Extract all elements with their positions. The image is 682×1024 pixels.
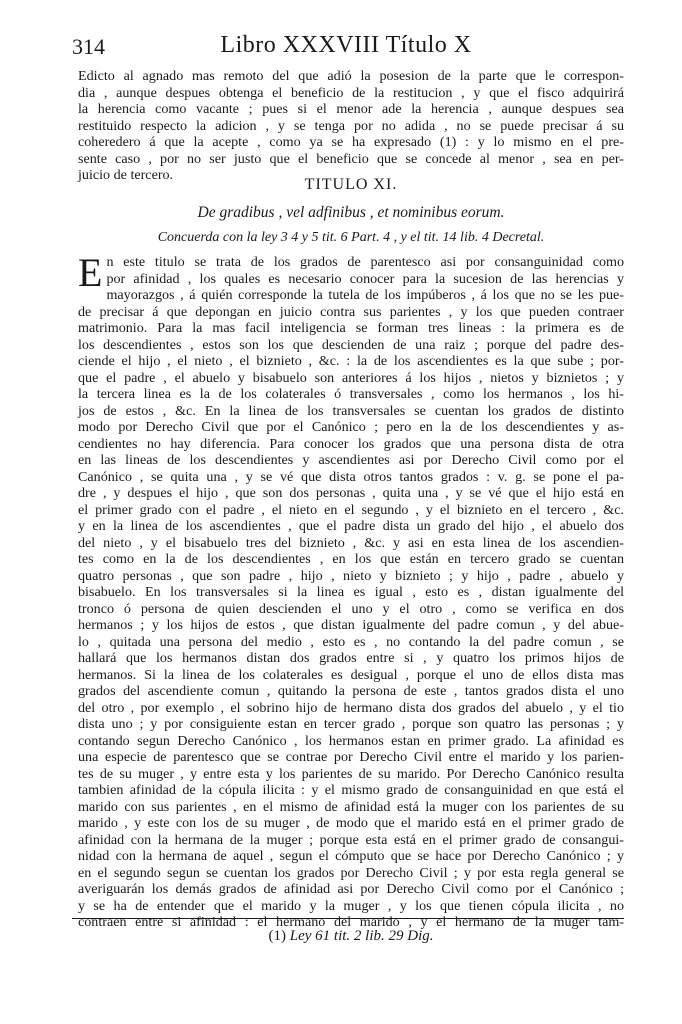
text-line: contando segun Derecho Canónico , los hermanos estan en primer grado. La afinidad es xyxy=(78,732,624,749)
text-line: tes de su muger , y entre esta y los parientes de su marido. Por Derecho Canónico resulta xyxy=(78,765,624,782)
text-line: dista uno ; y por consiguiente estan en tercer grado , porque son quatro las personas ; y xyxy=(78,716,624,732)
title-heading: TITULO XI. xyxy=(304,176,398,193)
text-line: nidad con la hermana de aquel , segun el cómputo que se hace por Derecho Canónico ; y xyxy=(78,848,624,864)
intro-paragraph xyxy=(78,68,624,184)
text-line: Edicto al agnado mas remoto del que adió la posesion de la parte que le correspon- xyxy=(78,68,624,84)
text-line: el primer grado con el padre , el nieto en el segundo , y el biznieto en el tercero , &c. xyxy=(78,501,624,518)
text-line: juicio de tercero. xyxy=(78,167,174,183)
text-line: afinidad con la hermana de la muger ; porque esta está en el primer grado de consangui- xyxy=(78,831,624,848)
text-line: del otro , por exemplo , el sobrino hijo de hermano dista dos grados del abuelo , y el tio xyxy=(78,699,624,716)
page-number: 314 xyxy=(72,34,105,59)
text-line: mayorazgos , á quién corresponde la tutela de los impúberos , á los que no se les pue- xyxy=(106,287,624,303)
text-line: modo por Derecho Civil que por el Canónico ; pero en la de los descendientes y as- xyxy=(78,419,624,435)
text-line: quatro personas , que son padre , hijo , nieto y biznieto ; y hijo , padre , abuelo y xyxy=(78,567,624,584)
concordance-note: Concuerda con la ley 3 4 y 5 tit. 6 Part. 4 , y el tit. 14 lib. 4 Decretal. xyxy=(157,230,545,245)
text-line: ciende el hijo , el nieto , el biznieto , &c. : la de los ascendientes es la que sube ; por- xyxy=(78,353,624,369)
text-line: hermanos ; y los hijos de estos , que distan igualmente del padre comun , y del abue- xyxy=(78,617,624,633)
text-line: una especie de parentesco que se contrae por Derecho Civil entre el marido y los parien- xyxy=(78,749,624,765)
text-line: de precisar á que depongan en juicio contra sus parientes , y los que pueden contraer xyxy=(78,303,624,320)
text-line: restituido respecto la adicion , y se tenga por no adida , no se puede precisar á su xyxy=(78,117,624,134)
text-line: hallará que los hermanos distan dos grados entre si , y quatro los primos hijos de xyxy=(78,650,624,666)
text-line: coheredero á que la acepte , como ya se ha expresado (1) : y lo mismo en el pre- xyxy=(78,134,624,150)
body-line: n este titulo se trata de los grados de parentesco asi por consanguinidad como xyxy=(106,254,624,270)
page-header xyxy=(72,28,620,64)
text-line: y en la linea de los ascendientes , que el padre dista un grado del hijo , el abuelo dos xyxy=(78,518,624,534)
text-line: la herencia como vacante ; pues si el menor ade la herencia , aunque despues sea xyxy=(78,101,624,117)
text-line: tambien afinidad de la cópula ilicita : y el mismo grado de consanguinidad en que está el xyxy=(78,782,624,798)
text-line: marido , y este con los de su muger , de modo que el marido está en el primer grado de xyxy=(78,815,624,831)
text-line: tronco ó persona de quien descienden el uno y el otro , como se verifica en dos xyxy=(78,600,624,617)
text-line: del nieto , y el bisabuelo tres del biznieto , &c. y asi en esta linea de los ascendien- xyxy=(78,534,624,551)
footnote-rule xyxy=(72,918,624,919)
text-line: Canónico , se quita una , y se vé que dista otros tantos grados : v. g. se pone el pa- xyxy=(78,468,624,485)
text-line: dre , y despues el hijo , que son dos personas , quita una , y se vé que el hijo está en xyxy=(78,485,624,501)
text-line: en las lineas de los descendientes y ascendientes asi por Derecho Civil como por el xyxy=(78,452,624,468)
text-line: cendientes no hay diferencia. Para conocer los grados que una persona dista de otra xyxy=(78,435,624,452)
drop-cap: E xyxy=(78,250,103,295)
footnote-text: Ley 61 tit. 2 lib. 29 Dig. xyxy=(289,928,434,944)
text-line: la tercera linea es la de los colaterales ó transversales , como los hermanos , los hi- xyxy=(78,386,624,402)
text-line: grados del ascendiente comun , quitando la persona de este , tantos grados dista el uno xyxy=(78,683,624,699)
footnote-marker: (1) xyxy=(268,928,286,944)
text-line: matrimonio. Para la mas facil inteligencia se forman tres lineas : la primera es de xyxy=(78,320,624,336)
text-line: bisabuelo. En los transversales si la linea es igual , esto es , distan igualmente del xyxy=(78,584,624,600)
text-line: marido con sus parientes , en el mismo de afinidad está la muger con los parientes de su xyxy=(78,798,624,815)
text-line: averiguarán los demás grados de afinidad asi por Derecho Civil como por el Canónico ; xyxy=(78,881,624,897)
text-line: jos de estos , &c. En la linea de los transversales se cuentan los grados de distinto xyxy=(78,402,624,419)
text-line: los descendientes , estos son los que descienden de una raiz ; porque del padre des- xyxy=(78,336,624,353)
text-line: lo , quitada una persona del medio , esto es , no contando la del padre comun , se xyxy=(78,633,624,650)
text-line: que el padre , el abuelo y bisabuelo son anteriores á los hijos , nietos y biznietos ; y xyxy=(78,369,624,386)
text-line: dia , aunque despues obtenga el beneficio de la restitucion , y que el fisco adquirirá xyxy=(78,84,624,101)
body-line: por afinidad , los quales es necesario conocer para la sucesion de las herencias y xyxy=(106,270,624,287)
text-line: sente caso , por no ser justo que el beneficio que se concede al menor , sea en per- xyxy=(78,150,624,167)
title-subtitle: De gradibus , vel adfinibus , et nominibus eorum. xyxy=(197,204,505,221)
text-line: y se ha de entender que el marido y la muger , y los que tienen cópula ilicita , no xyxy=(78,897,624,914)
text-line: en el segundo segun se cuentan los grados por Derecho Civil ; y por esta regla general se xyxy=(78,864,624,881)
text-line: contraen entre si afinidad : el hermano del marido , y el hermano de la muger tam- xyxy=(78,914,624,930)
text-line: tes como en la de los descendientes , en los que están en tercero grado se cuentan xyxy=(78,551,624,567)
body-paragraph xyxy=(78,250,624,931)
footnote xyxy=(78,928,624,945)
running-title: Libro XXXVIII Título X xyxy=(220,32,472,58)
text-line: hermanos. Si la linea de los colaterales es desigual , porque el uno de ellos dista mas xyxy=(78,666,624,683)
